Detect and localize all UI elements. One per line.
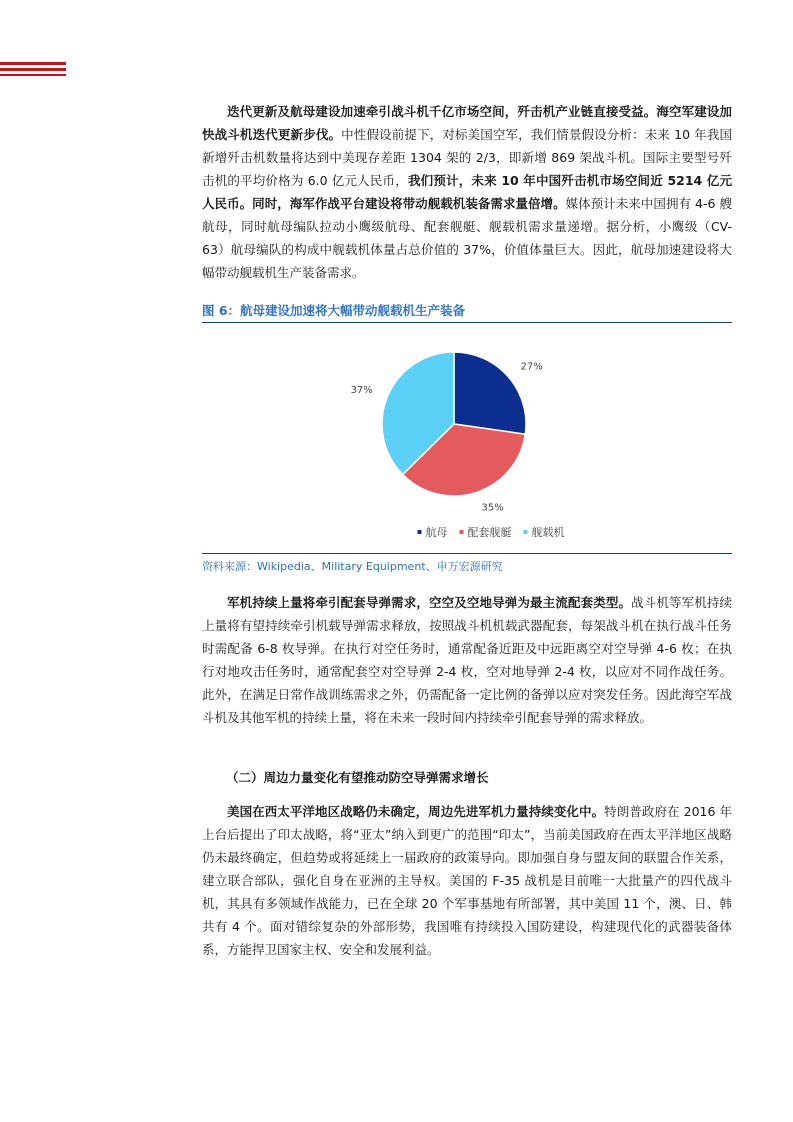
- legend-label-3: 舰载机: [531, 526, 565, 539]
- pie-data-label-2: 35%: [481, 502, 504, 514]
- figure-source: 资料来源：Wikipedia、Military Equipment、申万宏源研究: [202, 553, 732, 574]
- legend-label-2: 配套舰艇: [467, 526, 512, 539]
- legend-swatch-1: [418, 530, 422, 534]
- legend-swatch-2: [460, 530, 464, 534]
- para1-text-1: 中性假设前提下，对标美国空军，我们情景假设分析：未来 10 年我国新增歼击机数量将达到中美现存差距 1304 架的 2/3，即新增 869 架战斗机。国际主要型号歼击机的平均价格为 6.0 亿元人民币，: [202, 127, 732, 188]
- accent-bar-top: [0, 62, 66, 65]
- pie-data-label-1: 27%: [520, 361, 543, 373]
- legend-swatch-3: [524, 530, 528, 534]
- legend-label-1: 航母: [425, 526, 448, 539]
- accent-bar-middle: [0, 68, 66, 71]
- figure-title: 图 6：航母建设加速将大幅带动舰载机生产装备: [202, 301, 732, 323]
- pie-legend: [418, 525, 565, 539]
- section-heading: （二）周边力量变化有望推动防空导弹需求增长: [226, 770, 489, 785]
- para3-bold-lead: 美国在西太平洋地区战略仍未确定，周边先进军机力量持续变化中。: [227, 804, 605, 819]
- paragraph-missile-demand: [202, 591, 732, 729]
- paragraph-fighter-market: [202, 100, 732, 284]
- para2-bold-lead: 军机持续上量将牵引配套导弹需求，空空及空地导弹为最主流配套类型。: [227, 595, 632, 610]
- pie-slice-1: [454, 352, 526, 434]
- para1-bold-mid: 我们预计，未来 10 年中国歼击机市场空间近 5214 亿元人民币。同时，海军作战平台建设将带动舰载机装备需求量倍增。: [202, 173, 732, 211]
- para1-bold-lead: 迭代更新及航母建设加速牵引战斗机千亿市场空间，歼击机产业链直接受益。海空军建设加快战斗机迭代更新步伐。: [202, 104, 732, 142]
- pie-data-label-3: 37%: [350, 385, 373, 396]
- paragraph-us-strategy: [202, 800, 732, 961]
- para3-text-1: 特朗普政府在 2016 年上台后提出了印太战略，将“亚太”纳入到更广的范围“印太”，当前美国政府在西太平洋地区战略仍未最终确定，但趋势或将延续上一届政府的政策导向。即加强自身与盟友间的联盟合作关系，建立联合部队，强化自身在亚洲的主导权。美国的 F-35 战机是目前唯一大批量产的四代战斗机，其具有多领域作战能力，已在全球 20 个军事基地有所部署，其中美国 11 个，澳、日、韩共有 4 个。面对错综复杂的外部形势，我国唯有持续投入国防建设，构建现代化的武器装备体系，方能捍卫国家主权、安全和发展利益。: [202, 804, 732, 957]
- pie-slices: [382, 352, 526, 496]
- para1-text-2: 媒体预计未来中国拥有 4-6 艘航母，同时航母编队拉动小鹰级航母、配套舰艇、舰载机需求量递增。据分析，小鹰级（CV-63）航母编队的构成中舰载机体量占总价值的 37%，价值体量巨大。因此，航母加速建设将大幅带动舰载机生产装备需求。: [202, 196, 732, 280]
- para2-text-1: 战斗机等军机持续上量将有望持续牵引机载导弹需求释放，按照战斗机机载武器配套，每架战斗机在执行战斗任务时需配备 6-8 枚导弹。在执行对空任务时，通常配备近距及中远距离空对空导弹 4-6 枚；在执行对地攻击任务时，通常配套空对空导弹 2-4 枚，空对地导弹 2-4 枚，以应对不同作战任务。此外，在满足日常作战训练需求之外，仍需配备一定比例的备弹以应对突发任务。因此海空军战斗机及其他军机的持续上量，将在未来一段时间内持续牵引配套导弹的需求释放。: [202, 595, 732, 725]
- header-accent-bars: [0, 62, 66, 76]
- accent-bar-bottom: [0, 74, 66, 76]
- pie-chart: [202, 323, 732, 555]
